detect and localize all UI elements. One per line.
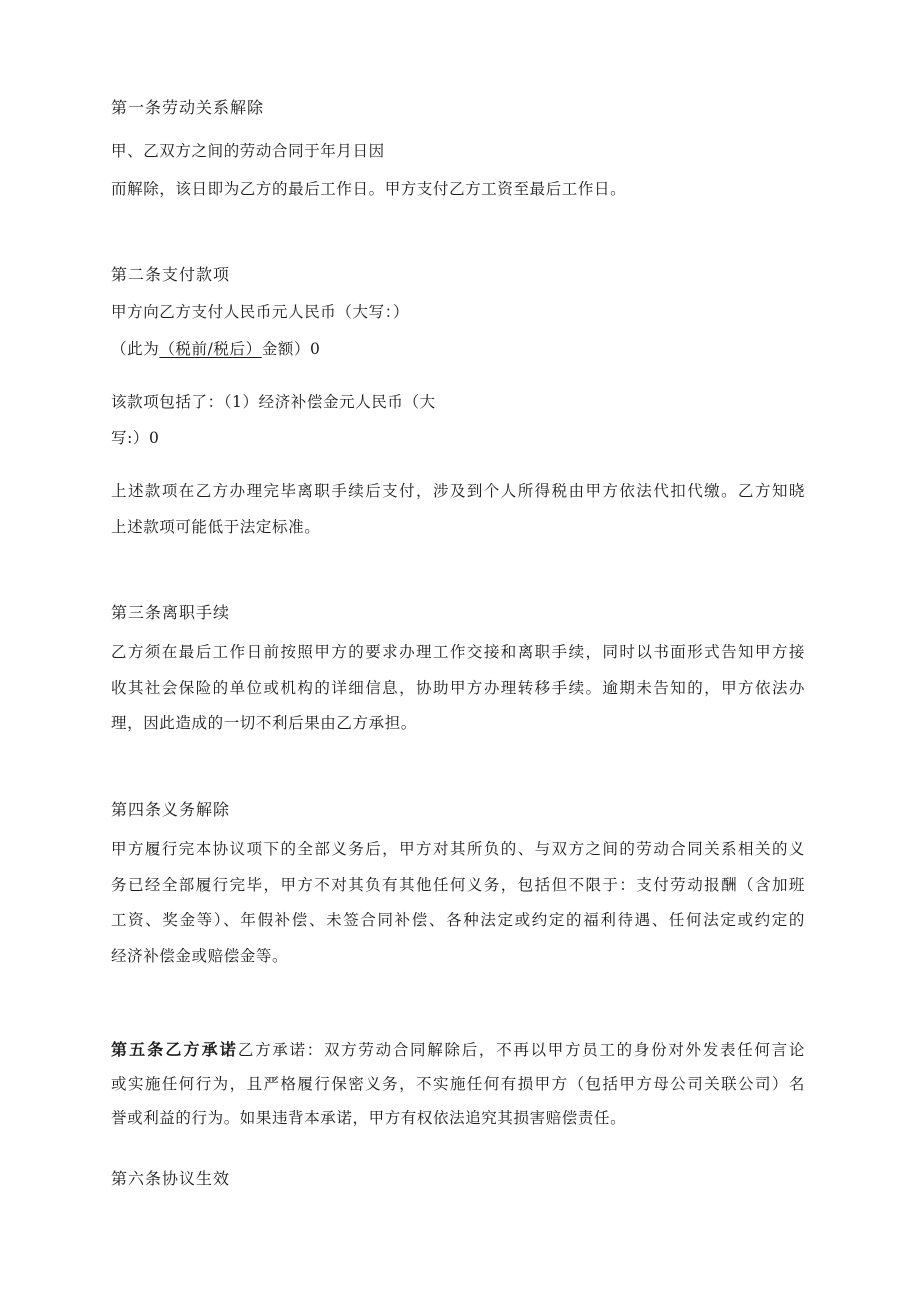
section-4-line-3: 工资、奖金等）、年假补偿、未签合同补偿、各种法定或约定的福利待遇、任何法定或约定的 (111, 911, 805, 929)
section-2-paragraph-4: 写:）0 (111, 429, 160, 447)
section-2-paragraph-5-line-1: 上述款项在乙方办理完毕离职手续后支付，涉及到个人所得税由甲方依法代扣代缴。乙方知晓 (111, 482, 805, 500)
section-4-line-4: 经济补偿金或赔偿金等。 (111, 947, 289, 965)
section-1-paragraph-1: 甲、乙双方之间的劳动合同于年月日因 (111, 142, 385, 160)
section-2-paragraph-2-suffix: 金额）0 (261, 340, 321, 358)
section-4-line-1: 甲方履行完本协议项下的全部义务后，甲方对其所负的、与双方之间的劳动合同关系相关的义 (111, 840, 805, 858)
section-5-heading: 第五条乙方承诺 (111, 1040, 238, 1059)
section-2-heading: 第二条支付款项 (111, 265, 231, 284)
tax-type-underlined: （税前/税后） (159, 340, 262, 358)
section-5-line-3: 誉或利益的行为。如果违背本承诺，甲方有权依法追究其损害赔偿责任。 (111, 1109, 627, 1127)
section-3-heading: 第三条离职手续 (111, 603, 231, 622)
section-5-line-1 (111, 1040, 805, 1060)
section-1-heading: 第一条劳动关系解除 (111, 98, 265, 117)
section-5-line-2: 或实施任何行为，且严格履行保密义务，不实施任何有损甲方（包括甲方母公司关联公司）名 (111, 1075, 805, 1093)
section-5-line-1-text: 乙方承诺：双方劳动合同解除后，不再以甲方员工的身份对外发表任何言论 (237, 1041, 805, 1059)
section-2-paragraph-5-line-2: 上述款项可能低于法定标准。 (111, 518, 321, 536)
section-2-paragraph-2 (111, 339, 321, 359)
section-3-line-3: 理，因此造成的一切不利后果由乙方承担。 (111, 714, 417, 732)
section-2-paragraph-3: 该款项包括了：（1）经济补偿金元人民币（大 (111, 393, 436, 411)
section-1-paragraph-2: 而解除，该日即为乙方的最后工作日。甲方支付乙方工资至最后工作日。 (111, 180, 627, 198)
section-3-line-2: 收其社会保险的单位或机构的详细信息，协助甲方办理转移手续。逾期未告知的，甲方依法办 (111, 679, 805, 697)
section-4-heading: 第四条义务解除 (111, 800, 231, 819)
section-6-heading: 第六条协议生效 (111, 1169, 231, 1188)
section-3-line-1: 乙方须在最后工作日前按照甲方的要求办理工作交接和离职手续，同时以书面形式告知甲方接 (111, 643, 805, 661)
section-2-paragraph-2-prefix: （此为 (111, 340, 160, 358)
section-4-line-2: 务已经全部履行完毕，甲方不对其负有其他任何义务，包括但不限于：支付劳动报酬（含加班 (111, 876, 805, 894)
section-2-paragraph-1: 甲方向乙方支付人民币元人民币（大写：） (111, 303, 410, 321)
